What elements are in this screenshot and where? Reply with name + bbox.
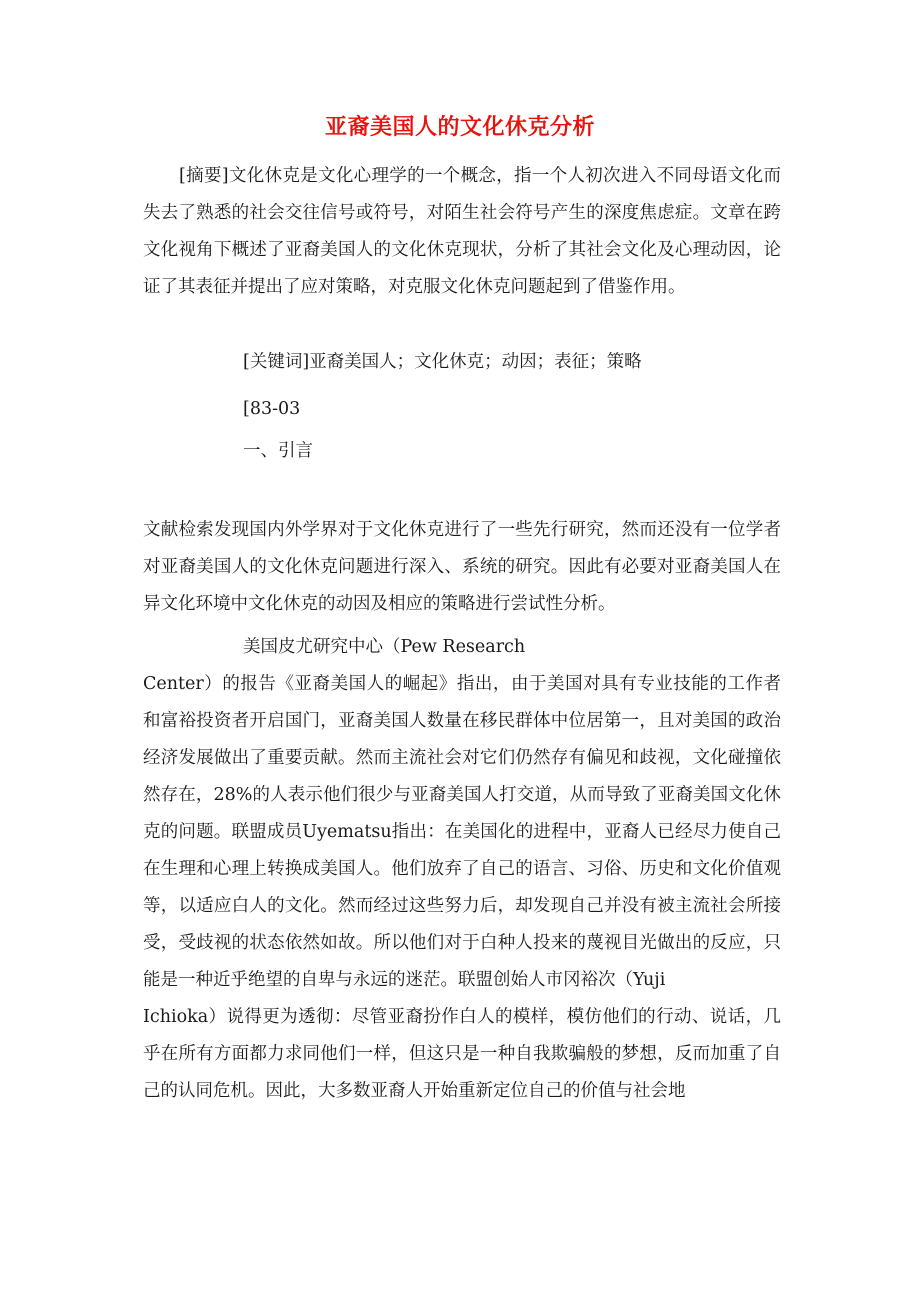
intro-paragraph-2-lead: 美国皮尤研究中心（Pew Research xyxy=(243,637,526,657)
keywords-line: [关键词]亚裔美国人；文化休克；动因；表征；策略 xyxy=(243,352,642,372)
intro-paragraph-2-part-b: Ichioka）说得更为透彻：尽管亚裔扮作白人的模样，模仿他们的行动、说话，几乎在所有方面都力求同他们一样，但这只是一种自我欺骗般的梦想，反而加重了自己的认同危机。因此，大多数亚裔人开始重新定位自己的价值与社会地 xyxy=(143,1007,781,1101)
intro-paragraph-2-body xyxy=(143,666,781,1110)
document-title: 亚裔美国人的文化休克分析 xyxy=(324,115,595,140)
intro-paragraph-1: 文献检索发现国内外学界对于文化休克进行了一些先行研究，然而还没有一位学者对亚裔美国人的文化休克问题进行深入、系统的研究。因此有必要对亚裔美国人在异文化环境中文化休克的动因及相应的策略进行尝试性分析。 xyxy=(143,520,781,614)
classification-code: [83-03 xyxy=(243,399,301,419)
abstract-paragraph: [摘要]文化休克是文化心理学的一个概念，指一个人初次进入不同母语文化而失去了熟悉的社会交往信号或符号，对陌生社会符号产生的深度焦虑症。文章在跨文化视角下概述了亚裔美国人的文化休克现状，分析了其社会文化及心理动因，论证了其表征并提出了应对策略，对克服文化休克问题起到了借鉴作用。 xyxy=(143,166,781,297)
section-heading-intro: 一、引言 xyxy=(243,441,313,461)
intro-paragraph-2-part-a: Center）的报告《亚裔美国人的崛起》指出，由于美国对具有专业技能的工作者和富裕投资者开启国门，亚裔美国人数量在移民群体中位居第一，且对美国的政治经济发展做出了重要贡献。然而主流社会对它们仍然存有偏见和歧视，文化碰撞依然存在，28%的人表示他们很少与亚裔美国人打交道，从而导致了亚裔美国文化休克的问题。联盟成员Uyematsu指出：在美国化的进程中，亚裔人已经尽力使自己在生理和心理上转换成美国人。他们放弃了自己的语言、习俗、历史和文化价值观等，以适应白人的文化。然而经过这些努力后，却发现自己并没有被主流社会所接受，受歧视的状态依然如故。所以他们对于白种人投来的蔑视目光做出的反应，只能是一种近乎绝望的自卑与永远的迷茫。联盟创始人市冈裕次（Yuji xyxy=(143,674,781,990)
